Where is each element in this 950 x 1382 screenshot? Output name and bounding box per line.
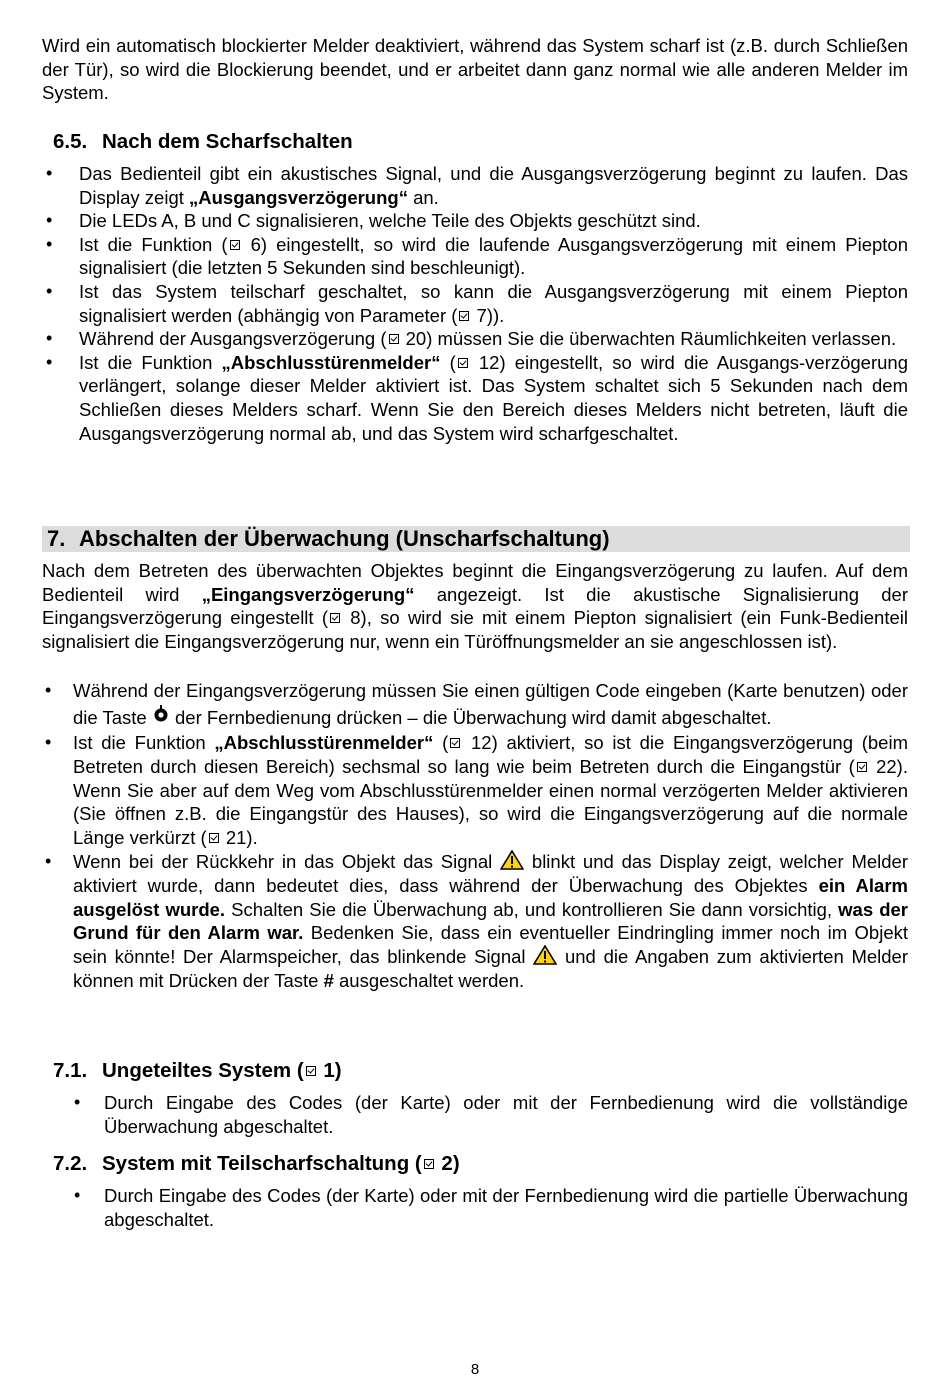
list-item: • Ist die Funktion „Abschlusstürenmelder“ ( 12) aktiviert, so ist die Eingangsverzögerung (beim Betreten durch diesen Bereich) sechsmal so lang wie beim Betreten durch die Eingangstür ( 22). Wenn Sie aber auf dem Weg vom Abschlusstürenmelder einen normal verzögerten Melder aktivieren (Sie öffnen z.B. die Eingangstür des Hauses), so wird die Eingangsverzögerung auf die normale Länge verkürzt ( 21). bbox=[45, 732, 908, 849]
list-item: • Während der Eingangsverzögerung müssen Sie einen gültigen Code eingeben (Karte benutzen) oder die Taste der Fernbedienung drücken – die Überwachung wird damit abgeschaltet. bbox=[45, 680, 908, 728]
section-7-list bbox=[45, 677, 908, 993]
section-number: 7.2. bbox=[53, 1152, 88, 1175]
section-title: Nach dem Scharfschalten bbox=[102, 130, 353, 153]
section-7-1-list bbox=[74, 1091, 908, 1138]
list-item: • Ist die Funktion ( 6) eingestellt, so wird die laufende Ausgangsverzögerung mit einem Piepton signalisiert (die letzten 5 Sekunden sind beschleunigt). bbox=[46, 233, 908, 279]
checkbox-ref-icon bbox=[230, 240, 240, 250]
section-6-5-heading bbox=[53, 130, 913, 154]
section-7-2-heading: 7.2. System mit Teilscharfschaltung ( 2) bbox=[53, 1152, 460, 1175]
intro-paragraph: Wird ein automatisch blockierter Melder deaktiviert, während das System scharf ist (z.B. durch Schließen der Tür), so wird die Blockierung beendet, und er arbeitet dann ganz normal wie alle anderen Melder im System. bbox=[42, 35, 908, 104]
section-number: 6.5. bbox=[53, 130, 88, 153]
checkbox-ref-icon bbox=[424, 1159, 434, 1169]
checkbox-ref-icon bbox=[450, 738, 460, 748]
section-title: Abschalten der Überwachung (Unscharfschaltung) bbox=[79, 526, 610, 551]
page-number: 8 bbox=[470, 1361, 480, 1378]
warning-triangle-icon bbox=[500, 850, 524, 870]
list-item: • Während der Ausgangsverzögerung ( 20) müssen Sie die überwachten Räumlichkeiten verlassen. bbox=[46, 328, 897, 350]
list-item: • Wenn bei der Rückkehr in das Objekt das Signal blinkt und das Display zeigt, welcher Melder aktiviert wurde, dann bedeutet dies, dass während der Überwachung des Objektes ein Alarm ausgelöst wurde. Schalten Sie die Überwachung ab, und kontrollieren Sie dann vorsichtig, was der Grund für den Alarm war. Bedenken Sie, dass ein eventueller Eindringling immer noch im Objekt sein könnte! Der Alarmspeicher, das blinkende Signal und die Angaben zum aktivierten Melder können mit Drücken der Taste # ausgeschaltet werden. bbox=[45, 850, 908, 991]
list-item: • Ist die Funktion „Abschlusstürenmelder“ ( 12) eingestellt, so wird die Ausgangs-verzögerung verlängert, solange dieser Melder aktiviert ist. Das System schaltet sich 5 Sekunden nach dem Schließen dieses Melders scharf. Wenn Sie den Bereich dieses Melders nicht betreten, läuft die Ausgangsverzögerung normal ab, und das System wird scharfgeschaltet. bbox=[46, 351, 909, 444]
section-7-2-list bbox=[74, 1184, 908, 1231]
list-item: • Durch Eingabe des Codes (der Karte) oder mit der Fernbedienung wird die partielle Überwachung abgeschaltet. bbox=[74, 1185, 908, 1230]
section-7-paragraph: Nach dem Betreten des überwachten Objektes beginnt die Eingangsverzögerung zu laufen. Auf dem Bedienteil wird „Eingangsverzögerung“ angezeigt. Ist die akustische Signalisierung der Eingangsverzögerung eingestellt ( 8), so wird sie mit einem Piepton signalisiert (ein Funk-Bedienteil signalisiert die Eingangsverzögerung nur, wenn ein Türöffnungsmelder an sie angeschlossen ist). bbox=[42, 560, 908, 652]
checkbox-ref-icon bbox=[389, 334, 399, 344]
list-item: • Ist das System teilscharf geschaltet, so kann die Ausgangsverzögerung mit einem Piepton signalisiert werden (abhängig von Parameter ( 7)). bbox=[46, 280, 908, 326]
section-number: 7. bbox=[47, 526, 66, 551]
section-number: 7.1. bbox=[53, 1059, 88, 1082]
remote-key-icon bbox=[152, 704, 170, 724]
checkbox-ref-icon bbox=[306, 1066, 316, 1076]
warning-triangle-icon bbox=[533, 945, 557, 965]
section-6-5-list bbox=[46, 162, 909, 445]
section-7-heading bbox=[47, 527, 907, 551]
list-item: • Die LEDs A, B und C signalisieren, welche Teile des Objekts geschützt sind. bbox=[46, 210, 701, 232]
checkbox-ref-icon bbox=[459, 311, 469, 321]
list-item: • Durch Eingabe des Codes (der Karte) oder mit der Fernbedienung wird die vollständige Überwachung abgeschaltet. bbox=[74, 1092, 908, 1137]
list-item: • Das Bedienteil gibt ein akustisches Signal, und die Ausgangsverzögerung beginnt zu laufen. Das Display zeigt „Ausgangsverzögerung“ an. bbox=[46, 163, 908, 208]
checkbox-ref-icon bbox=[209, 833, 219, 843]
checkbox-ref-icon bbox=[458, 358, 468, 368]
checkbox-ref-icon bbox=[330, 613, 340, 623]
checkbox-ref-icon bbox=[857, 762, 867, 772]
section-7-1-heading: 7.1. Ungeteiltes System ( 1) bbox=[53, 1059, 342, 1082]
